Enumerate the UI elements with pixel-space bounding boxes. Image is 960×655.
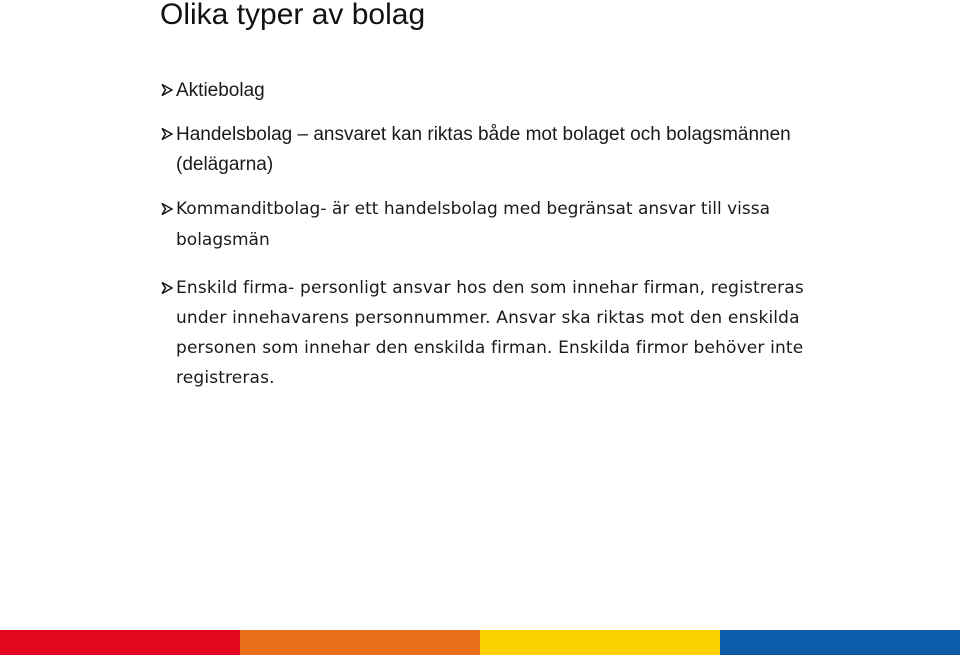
- bullet-item: [160, 78, 820, 104]
- bullet-text: Enskild firma- personligt ansvar hos den som innehar firman, registreras under innehavarens personnummer. Ansvar ska riktas mot den enskilda personen som innehar den enskilda firman. Enskilda firmor behöver inte registreras.: [176, 278, 804, 388]
- footer-color-bar: [0, 630, 960, 655]
- bullet-text: Kommanditbolag- är ett handelsbolag med begränsat ansvar till vissa bolagsmän: [176, 199, 771, 250]
- slide-title: Olika typer av bolag: [160, 0, 426, 31]
- bullet-item: [160, 120, 820, 180]
- bullet-text: Handelsbolag – ansvaret kan riktas både mot bolaget och bolagsmännen (delägarna): [176, 124, 791, 175]
- footer-bar-blue: [720, 630, 960, 655]
- bullet-item: [160, 194, 820, 256]
- bullet-item: [160, 273, 820, 393]
- bullet-text: Aktiebolag: [176, 80, 265, 101]
- footer-bar-red: [0, 630, 240, 655]
- footer-bar-yellow: [480, 630, 720, 655]
- bullet-list: [160, 78, 820, 393]
- footer-bar-orange: [240, 630, 480, 655]
- arrowhead-bullet-icon: [160, 281, 174, 295]
- arrowhead-bullet-icon: [160, 202, 174, 216]
- arrowhead-bullet-icon: [160, 127, 174, 141]
- arrowhead-bullet-icon: [160, 83, 174, 97]
